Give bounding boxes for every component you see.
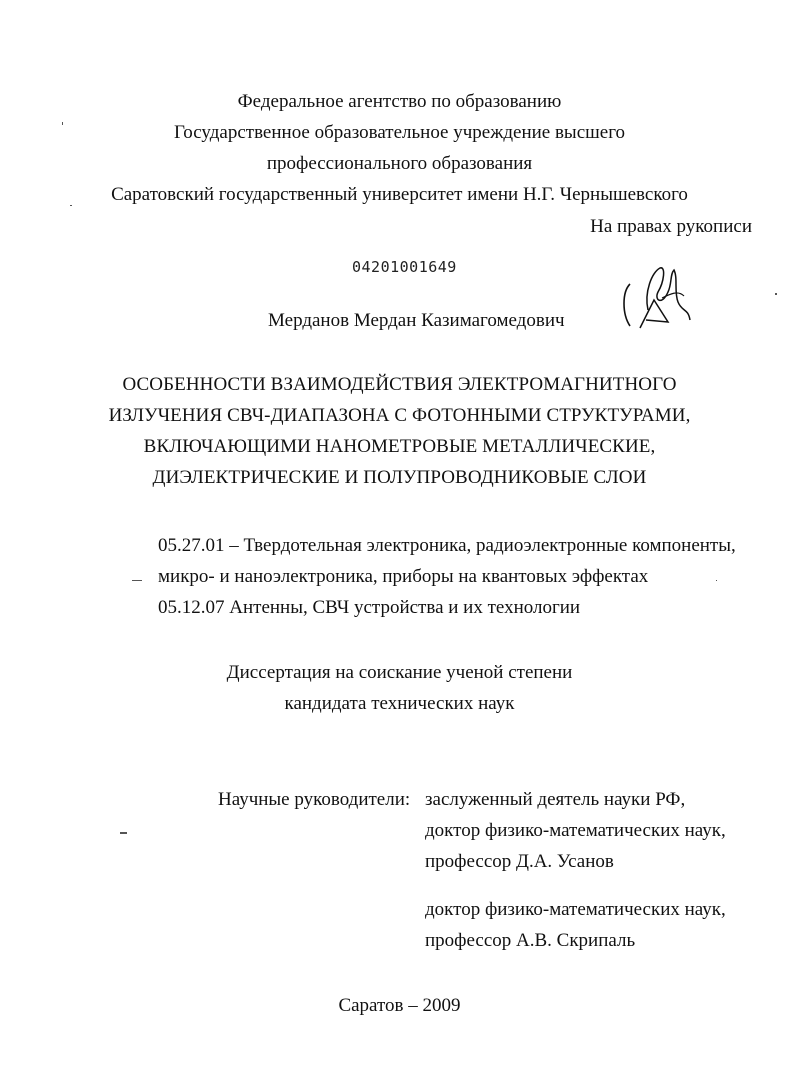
university-name: Саратовский государственный университет имени Н.Г. Чернышевского: [111, 184, 688, 205]
institution-line-2: профессионального образования: [266, 153, 533, 174]
title-line-3: ВКЛЮЧАЮЩИМИ НАНОМЕТРОВЫЕ МЕТАЛЛИЧЕСКИЕ,: [143, 436, 656, 457]
scan-mark: [716, 580, 717, 581]
supervisor-1-line-2: доктор физико-математических наук,: [425, 820, 726, 841]
supervisor-1-line-1: заслуженный деятель науки РФ,: [425, 789, 686, 810]
supervisor-2-line-2: профессор А.В. Скрипаль: [425, 930, 636, 951]
signature-icon: [618, 262, 700, 336]
registration-number: 04201001649: [352, 258, 457, 276]
supervisor-2-line-1: доктор физико-математических наук,: [425, 899, 726, 920]
title-line-1: ОСОБЕННОСТИ ВЗАИМОДЕЙСТВИЯ ЭЛЕКТРОМАГНИТНОГО: [122, 374, 677, 395]
specialty-line-1: 05.27.01 – Твердотельная электроника, радиоэлектронные компоненты,: [158, 535, 736, 556]
title-line-4: ДИЭЛЕКТРИЧЕСКИЕ И ПОЛУПРОВОДНИКОВЫЕ СЛОИ: [152, 467, 647, 488]
title-line-2: ИЗЛУЧЕНИЯ СВЧ-ДИАПАЗОНА С ФОТОННЫМИ СТРУКТУРАМИ,: [108, 405, 691, 426]
scan-mark: [62, 122, 63, 125]
scan-mark: [70, 205, 72, 206]
institution-line-1: Государственное образовательное учреждение высшего: [173, 122, 626, 143]
scan-mark: [775, 293, 777, 295]
degree-line-1: Диссертация на соискание ученой степени: [226, 662, 573, 683]
supervisors-label: Научные руководители:: [218, 789, 411, 810]
specialty-line-3: 05.12.07 Антенны, СВЧ устройства и их технологии: [158, 597, 581, 618]
city-year: Саратов – 2009: [338, 995, 461, 1016]
degree-line-2: кандидата технических наук: [284, 693, 515, 714]
supervisor-1-line-3: профессор Д.А. Усанов: [425, 851, 614, 872]
scan-mark: [120, 832, 127, 834]
scan-mark: [132, 580, 142, 581]
agency-name: Федеральное агентство по образованию: [237, 91, 562, 112]
specialty-line-2: микро- и наноэлектроника, приборы на квантовых эффектах: [158, 566, 649, 587]
author-name: Мерданов Мердан Казимагомедович: [268, 310, 565, 331]
manuscript-note: На правах рукописи: [590, 216, 752, 237]
